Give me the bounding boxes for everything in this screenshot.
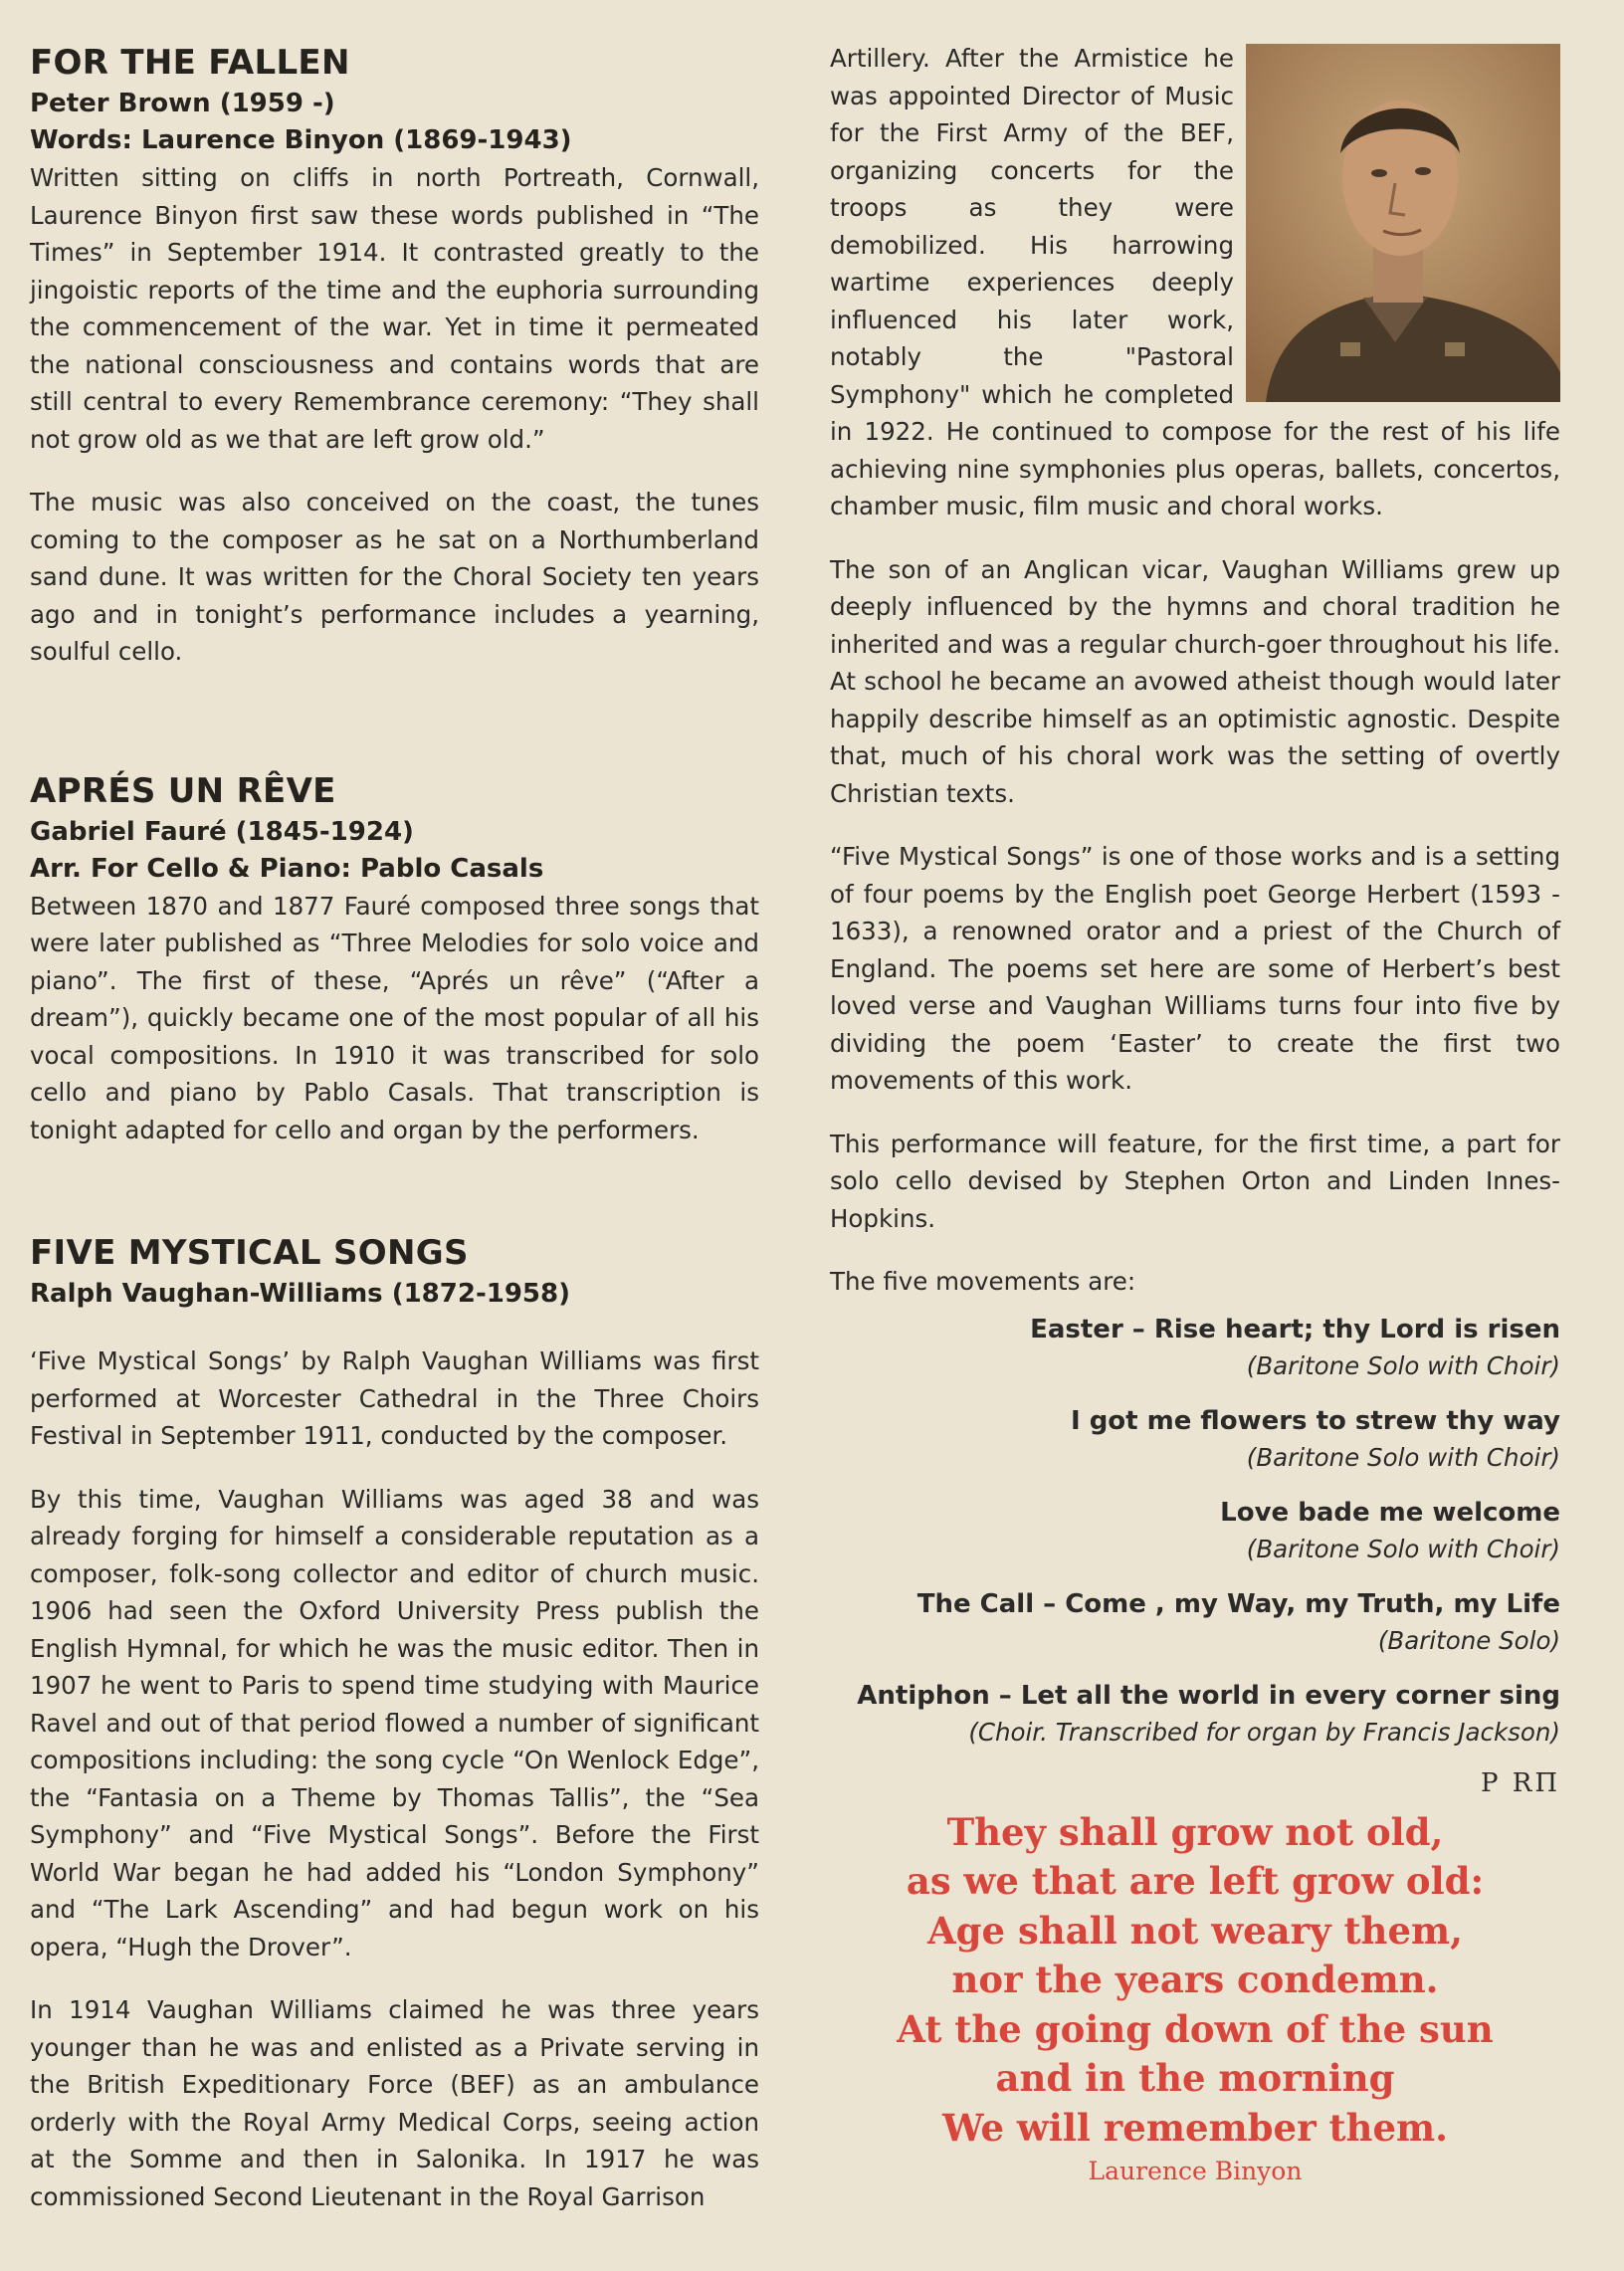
movement-scoring: (Baritone Solo with Choir) — [1246, 1534, 1560, 1563]
section-title-for-the-fallen: FOR THE FALLEN — [30, 43, 350, 83]
movement-item — [830, 1677, 1560, 1751]
paragraph: Written sitting on cliffs in north Portreath, Cornwall, Laurence Binyon first saw these words published in “The Times” in September 1914. It contrasted greatly to the jingoistic reports of the time and the euphoria surrounding the commencement of the war. Yet in time it permeated the national consciousness and contains words that are still central to every Remembrance ceremony: “They shall not grow old as we that are left grow old.” — [30, 163, 759, 454]
paragraph: In 1914 Vaughan Williams claimed he was three years younger than he was and enlisted as a Private serving in the British Expeditionary Force (BEF) as an ambulance orderly with the Royal Army Medical Corps, seeing action at the Somme and then in Salonika. In 1917 he was commissioned Second Lieutenant in the Royal Garrison — [30, 1995, 759, 2211]
poem-author: Laurence Binyon — [1088, 2157, 1303, 2185]
movement-title: The Call – Come , my Way, my Truth, my Life — [916, 1588, 1560, 1619]
movement-title: Love bade me welcome — [1220, 1497, 1560, 1528]
paragraph: The son of an Anglican vicar, Vaughan Williams grew up deeply influenced by the hymns and choral tradition he inherited and was a regular church-goer throughout his life. At school he became an avowed atheist though would later happily describe himself as an optimistic agnostic. Despite that, much of his choral work was the setting of overtly Christian texts. — [830, 554, 1560, 808]
movement-title: I got me flowers to strew thy way — [1070, 1405, 1560, 1436]
poem-line: and in the morning — [995, 2056, 1395, 2100]
poem-line: nor the years condemn. — [951, 1958, 1439, 2001]
paragraph: “Five Mystical Songs” is one of those works and is a setting of four poems by the English poet George Herbert (1593 - 1633), a renowned orator and a priest of the Church of England. The poems set here are some of Herbert’s best loved verse and Vaughan Williams turns four into five by dividing the poem ‘Easter’ to create the first two movements of this work. — [830, 842, 1560, 1095]
movement-scoring: (Baritone Solo with Choir) — [1246, 1350, 1560, 1380]
movement-scoring: (Baritone Solo with Choir) — [1246, 1442, 1560, 1472]
paragraph: By this time, Vaughan Williams was aged 38 and was already forging for himself a considerable reputation as a composer, folk-song collector and editor of church music. 1906 had seen the Oxford University Press publish the English Hymnal, for which he was the music editor. Then in 1907 he went to Paris to spend time studying with Maurice Ravel and out of that period flowed a number of significant compositions including: the song cycle “On Wenlock Edge”, the “Fantasia on a Theme by Thomas Tallis”, the “Sea Symphony” and “Five Mystical Songs”. Before the First World War began he had added his “London Symphony” and “The Lark Ascending” and had begun work on his opera, “Hugh the Drover”. — [30, 1484, 759, 1961]
movements-intro: The five movements are: — [830, 1267, 1136, 1296]
movement-title: Antiphon – Let all the world in every corner sing — [857, 1680, 1560, 1711]
section-title-five-mystical-songs: FIVE MYSTICAL SONGS — [30, 1233, 469, 1273]
movements-list — [830, 1311, 1560, 1751]
author-initials: P RП — [1480, 1767, 1560, 1798]
left-column — [30, 40, 759, 2215]
poem-line: Age shall not weary them, — [926, 1908, 1464, 1953]
paragraph: ‘Five Mystical Songs’ by Ralph Vaughan Williams was first performed at Worcester Cathedral in the Three Choirs Festival in September 1911, conducted by the composer. — [30, 1346, 759, 1450]
movement-item — [830, 1585, 1560, 1659]
poem-line: We will remember them. — [941, 2105, 1449, 2150]
movement-item — [830, 1494, 1560, 1567]
composer-line: Ralph Vaughan-Williams (1872-1958) — [30, 1279, 570, 1309]
section-title-apres-un-reve: APRÉS UN RÊVE — [30, 770, 336, 811]
arrangement-line: Arr. For Cello & Piano: Pablo Casals — [30, 853, 544, 884]
paragraph: Artillery. After the Armistice he was appointed Director of Music for the First Army of the BEF, organizing concerts for the troops as they were demobilized. His harrowing wartime experiences deeply influenced his later work, notably the "Pastoral Symphony" which he completed in 1922. He continued to compose for the rest of his life achieving nine symphonies plus operas, ballets, concertos, chamber music, film music and choral works. — [830, 44, 1560, 520]
movement-title: Easter – Rise heart; thy Lord is risen — [1030, 1314, 1560, 1344]
poem-line: At the going down of the sun — [897, 2006, 1494, 2051]
paragraph: This performance will feature, for the first time, a part for solo cello devised by Stephen Orton and Linden Innes-Hopkins. — [830, 1129, 1560, 1233]
poem-line: as we that are left grow old: — [906, 1859, 1485, 1903]
paragraph: Between 1870 and 1877 Fauré composed three songs that were later published as “Three Melodies for solo voice and piano”. The first of these, “Aprés un rêve” (“After a dream”), quickly became one of the most popular of all his vocal compositions. In 1910 it was transcribed for solo cello and piano by Pablo Casals. That transcription is tonight adapted for cello and organ by the performers. — [30, 891, 759, 1144]
right-column — [830, 40, 1560, 2185]
ode-of-remembrance — [830, 1808, 1560, 2154]
poem-line: They shall grow not old, — [946, 1809, 1444, 1854]
movement-item — [830, 1311, 1560, 1384]
composer-line: Peter Brown (1959 -) — [30, 89, 335, 118]
composer-line: Gabriel Fauré (1845-1924) — [30, 816, 414, 847]
paragraph: The music was also conceived on the coast, the tunes coming to the composer as he sat on a Northumberland sand dune. It was written for the Choral Society ten years ago and in tonight’s performance includes a yearning, soulful cello. — [30, 488, 759, 666]
movement-scoring: (Choir. Transcribed for organ by Francis Jackson) — [968, 1717, 1560, 1747]
movement-scoring: (Baritone Solo) — [1377, 1625, 1560, 1655]
movement-item — [830, 1402, 1560, 1476]
words-line: Words: Laurence Binyon (1869-1943) — [30, 125, 572, 155]
composer-portrait-photo — [1246, 44, 1560, 402]
